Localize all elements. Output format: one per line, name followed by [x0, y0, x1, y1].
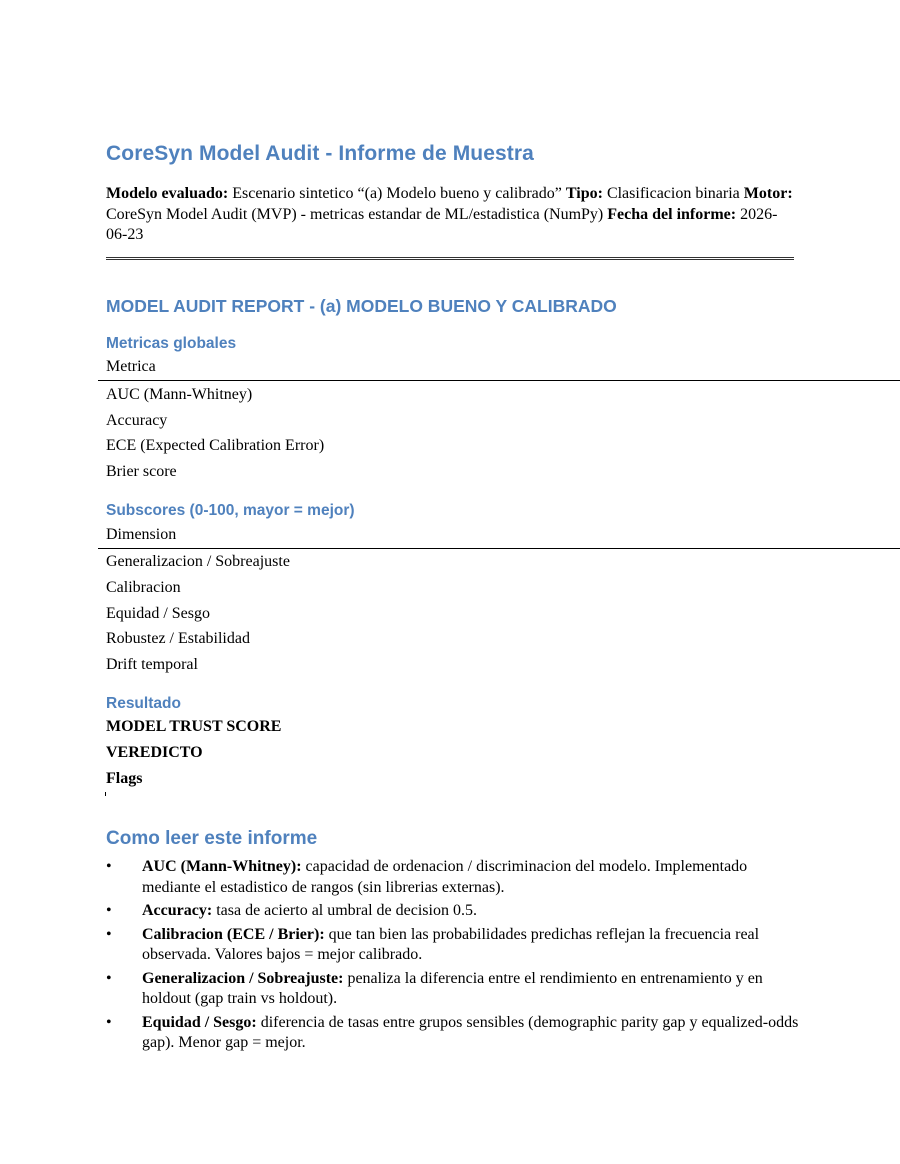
motor-label: Motor:	[743, 185, 793, 202]
global-metrics-heading: Metricas globales	[106, 335, 237, 352]
fecha-label: Fecha del informe:	[607, 205, 737, 223]
table-row: AUC (Mann-Whitney)	[106, 386, 253, 403]
subscores-column-header: Dimension	[106, 526, 177, 543]
guide-heading: Como leer este informe	[106, 828, 318, 849]
global-metrics-header-rule	[98, 380, 900, 381]
modelo-value: Escenario sintetico “(a) Modelo bueno y calibrado”	[228, 185, 566, 202]
table-row: Generalizacion / Sobreajuste	[106, 553, 290, 570]
guide-text: tasa de acierto al umbral de decision 0.5.	[212, 902, 477, 919]
global-metrics-column-header: Metrica	[106, 358, 156, 375]
subscores-heading: Subscores (0-100, mayor = mejor)	[106, 502, 355, 519]
table-row: ECE (Expected Calibration Error)	[106, 437, 325, 454]
guide-term: Equidad / Sesgo:	[142, 1013, 257, 1031]
motor-value: CoreSyn Model Audit (MVP) - metricas estandar de ML/estadistica (NumPy)	[106, 205, 608, 223]
bullet-icon: •	[106, 858, 112, 875]
flags-label: Flags	[106, 770, 143, 787]
resultado-heading: Resultado	[106, 695, 181, 712]
tipo-label: Tipo:	[565, 185, 603, 202]
veredicto-label: VEREDICTO	[106, 744, 203, 761]
table-row: Calibracion	[106, 579, 181, 596]
bullet-icon: •	[106, 925, 112, 943]
table-row: Drift temporal	[106, 656, 198, 673]
table-row: Robustez / Estabilidad	[106, 630, 250, 647]
guide-term: Accuracy:	[142, 902, 213, 919]
list-item	[106, 857, 806, 898]
empty-cell-marker	[105, 792, 106, 796]
list-item	[106, 925, 806, 966]
bullet-icon: •	[106, 902, 112, 919]
document-metadata	[106, 184, 796, 246]
guide-text: que tan bien las probabilidades predichas reflejan la frecuencia real observada. Valores bajos = mejor calibrado.	[142, 925, 760, 963]
tipo-value: Clasificacion binaria	[602, 185, 744, 202]
list-item	[106, 969, 806, 1010]
bullet-icon: •	[106, 969, 112, 987]
guide-term: Calibracion (ECE / Brier):	[142, 925, 325, 943]
guide-term: AUC (Mann-Whitney):	[142, 858, 302, 875]
list-item	[106, 901, 806, 922]
report-heading: MODEL AUDIT REPORT - (a) MODELO BUENO Y CALIBRADO	[106, 296, 617, 316]
modelo-label: Modelo evaluado:	[106, 185, 229, 202]
guide-term: Generalizacion / Sobreajuste:	[142, 969, 344, 987]
list-item	[106, 1013, 806, 1054]
table-row: Brier score	[106, 463, 177, 480]
header-divider	[106, 257, 794, 260]
guide-text: diferencia de tasas entre grupos sensibles (demographic parity gap y equalized-odds gap). Menor gap = mejor.	[142, 1013, 799, 1051]
table-row: Equidad / Sesgo	[106, 605, 210, 622]
table-row: Accuracy	[106, 412, 168, 429]
fecha-value: 2026-06-23	[106, 205, 778, 243]
subscores-header-rule	[98, 548, 900, 549]
guide-text: penaliza la diferencia entre el rendimiento en entrenamiento y en holdout (gap train vs holdout).	[142, 969, 763, 1007]
bullet-icon: •	[106, 1013, 112, 1031]
trust-score-label: MODEL TRUST SCORE	[106, 718, 282, 735]
guide-list	[106, 857, 806, 1057]
document-title: CoreSyn Model Audit - Informe de Muestra	[106, 142, 534, 165]
guide-text: capacidad de ordenacion / discriminacion del modelo. Implementado mediante el estadistico de rangos (sin librerias externas).	[142, 858, 748, 896]
